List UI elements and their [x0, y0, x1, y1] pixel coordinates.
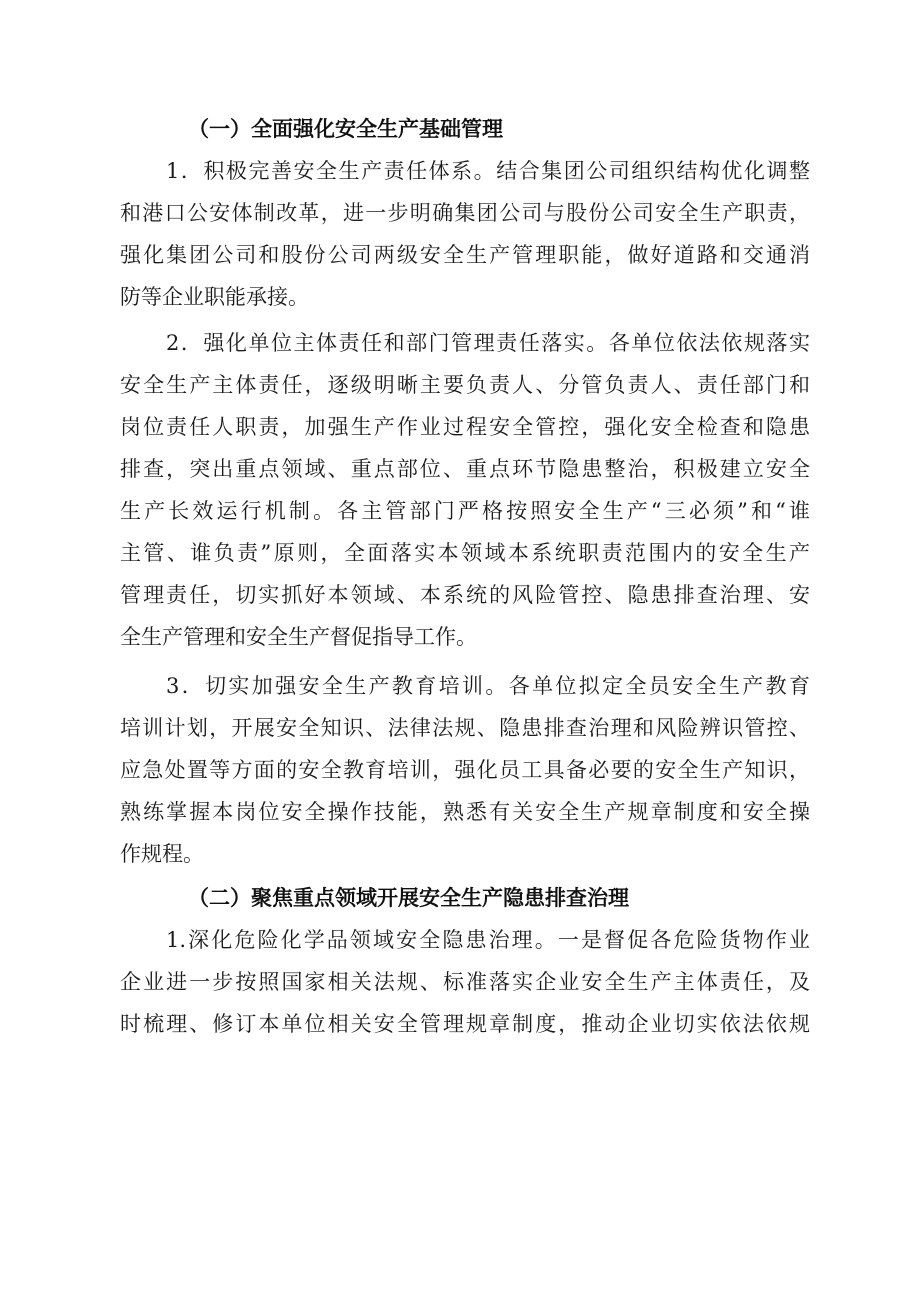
- paragraph-line: 3．切实加强安全生产教育培训。各单位拟定全员安全生产教育: [166, 674, 810, 698]
- paragraph-line: 作规程。: [120, 842, 204, 866]
- section-heading-2: （二）聚焦重点领域开展安全生产隐患排查治理: [188, 886, 629, 910]
- paragraph-line: 岗位责任人职责，加强生产作业过程安全管控，强化安全检查和隐患: [120, 415, 810, 439]
- paragraph-line: 和港口公安体制改革，进一步明确集团公司与股份公司安全生产职责，: [120, 201, 810, 225]
- paragraph-line: 生产长效运行机制。各主管部门严格按照安全生产“三必须”和“谁: [120, 499, 810, 523]
- paragraph-line: 主管、谁负责”原则，全面落实本领域本系统职责范围内的安全生产: [120, 541, 810, 565]
- section-heading-1: （一）全面强化安全生产基础管理: [188, 117, 503, 141]
- paragraph-line: 培训计划，开展安全知识、法律法规、隐患排查治理和风险辨识管控、: [120, 716, 810, 740]
- paragraph-line: 排查，突出重点领域、重点部位、重点环节隐患整治，积极建立安全: [120, 457, 810, 481]
- paragraph-line: 熟练掌握本岗位安全操作技能，熟悉有关安全生产规章制度和安全操: [120, 800, 810, 824]
- paragraph-line: 全生产管理和安全生产督促指导工作。: [120, 625, 477, 649]
- paragraph-line: 防等企业职能承接。: [120, 285, 309, 309]
- paragraph-line: 管理责任，切实抓好本领域、本系统的风险管控、隐患排查治理、安: [120, 583, 810, 607]
- paragraph-line: 时梳理、修订本单位相关安全管理规章制度，推动企业切实依法依规: [120, 1012, 810, 1036]
- paragraph-line: 2．强化单位主体责任和部门管理责任落实。各单位依法依规落实: [166, 331, 810, 355]
- paragraph-line: 企业进一步按照国家相关法规、标准落实企业安全生产主体责任，及: [120, 970, 810, 994]
- paragraph-line: 安全生产主体责任，逐级明晰主要负责人、分管负责人、责任部门和: [120, 373, 810, 397]
- paragraph-line: 1.深化危险化学品领域安全隐患治理。一是督促各危险货物作业: [166, 928, 810, 952]
- paragraph-line: 强化集团公司和股份公司两级安全生产管理职能，做好道路和交通消: [120, 243, 810, 267]
- paragraph-line: 应急处置等方面的安全教育培训，强化员工具备必要的安全生产知识，: [120, 758, 810, 782]
- paragraph-line: 1．积极完善安全生产责任体系。结合集团公司组织结构优化调整: [166, 159, 810, 183]
